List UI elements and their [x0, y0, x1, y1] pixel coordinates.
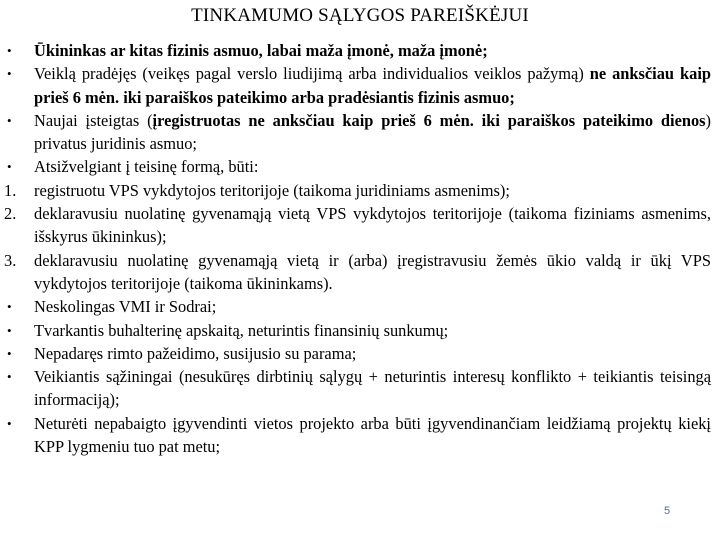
bullet-marker: • — [7, 345, 12, 361]
item-text: Nepadaręs rimto pažeidimo, susijusio su parama; — [34, 343, 357, 363]
item-text: Veikiantis sąžiningai (nesukūręs dirbtinių sąlygų + neturintis interesų konflikto + teikiantis teisingą informaciją); — [34, 367, 711, 410]
number-marker: 3. — [4, 250, 17, 270]
item-bold-text: Ūkininkas ar kitas fizinis asmuo, labai maža įmonė, maža įmonė; — [34, 41, 488, 60]
list-item-numbered-1 — [4, 179, 711, 202]
item-text: Tvarkantis buhalterinę apskaitą, neturintis finansinių sunkumų; — [34, 320, 449, 340]
item-text: ) privatus juridinis asmuo; — [34, 110, 712, 154]
bullet-marker: • — [7, 66, 12, 82]
eligibility-list — [4, 39, 711, 458]
list-item-legal-form — [4, 155, 711, 178]
bullet-marker: • — [7, 112, 12, 128]
bullet-marker: • — [7, 43, 12, 58]
bullet-marker: • — [7, 159, 12, 175]
list-item-accounting — [4, 319, 711, 342]
item-bold-text: ne anksčiau kaip prieš 6 mėn. iki paraiškos pateikimo arba pradėsiantis fizinis asmuo; — [34, 64, 711, 107]
list-item-new-entity — [4, 109, 711, 156]
item-bold-text: įregistruotas ne anksčiau kaip prieš 6 mėn. iki paraiškos pateikimo dienos — [152, 110, 706, 130]
bullet-marker: • — [7, 299, 12, 315]
page-title: TINKAMUMO SĄLYGOS PAREIŠKĖJUI — [191, 5, 529, 26]
list-item-no-debts — [4, 295, 711, 318]
item-text: registruotu VPS vykdytojos teritorijoje (taikoma juridiniams asmenims); — [34, 180, 510, 200]
list-item-applicant-type — [4, 39, 711, 62]
item-text: Naujai įsteigtas ( — [34, 110, 153, 130]
list-item-numbered-3 — [4, 249, 711, 296]
bullet-marker: • — [7, 322, 12, 338]
list-item-project-limit — [4, 412, 711, 459]
item-text: Neturėti nepabaigto įgyvendinti vietos projekto arba būti įgyvendinančiam leidžiamą projektų kiekį KPP lygmeniu tuo pat metu; — [34, 413, 711, 457]
item-text: Veiklą pradėjęs (veikęs pagal verslo liudijimą arba individualios veiklos pažymą) — [34, 64, 590, 84]
number-marker: 2. — [4, 204, 17, 224]
list-item-no-violation — [4, 342, 711, 365]
list-item-activity-start — [4, 62, 711, 109]
bullet-marker: • — [7, 369, 12, 385]
item-text: deklaravusiu nuolatinę gyvenamąją vietą ir (arba) įregistravusiu žemės ūkio valdą ir ūkį VPS vykdytojos teritorijoje (taikoma ūkininkams). — [34, 250, 711, 293]
list-item-numbered-2 — [4, 202, 711, 249]
page-number: 5 — [664, 505, 671, 517]
item-text: Atsižvelgiant į teisinę formą, būti: — [34, 157, 259, 177]
item-text: Neskolingas VMI ir Sodrai; — [34, 297, 217, 317]
number-marker: 1. — [4, 180, 17, 200]
item-text: deklaravusiu nuolatinę gyvenamąją vietą VPS vykdytojos teritorijoje (taikoma fiziniams asmenims, išskyrus ūkininkus); — [34, 204, 711, 247]
list-item-good-faith — [4, 365, 711, 412]
bullet-marker: • — [7, 415, 12, 431]
